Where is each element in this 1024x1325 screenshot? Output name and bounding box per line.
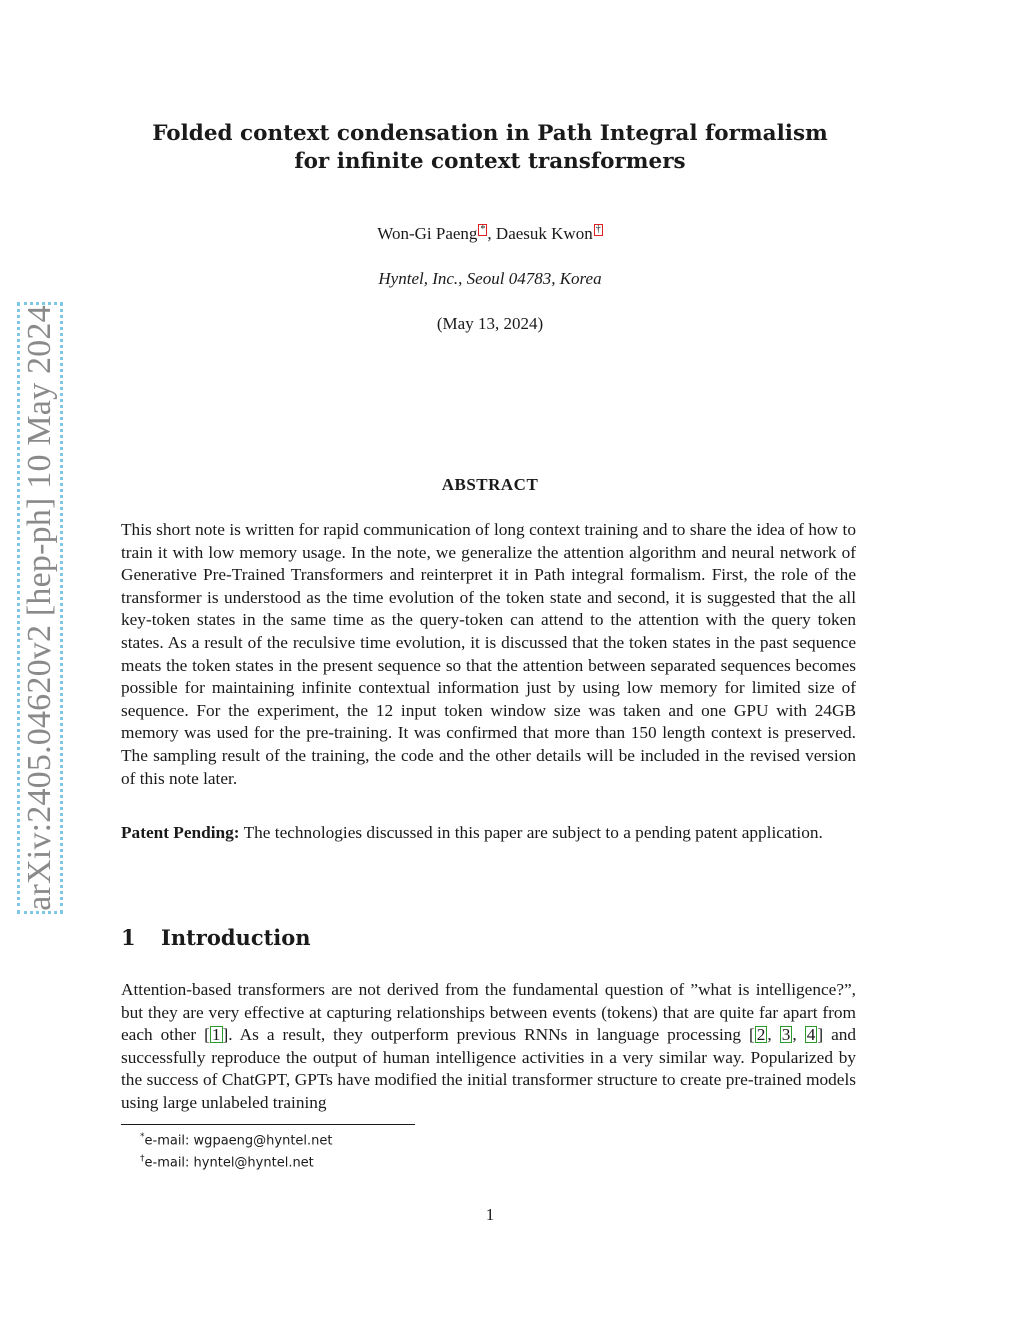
footnote-link[interactable]: † — [595, 224, 601, 235]
citation-link[interactable]: 2 — [756, 1025, 766, 1045]
affiliation: Hyntel, Inc., Seoul 04783, Korea — [378, 269, 602, 288]
citation-separator: , — [767, 1025, 780, 1045]
authors — [120, 224, 860, 244]
intro-text: Attention-based transformers are not derived from the fundamental question of ”what is intelligence?”, but they are very effective at capturing relationships between events (tokens) that are quite far apart from each other [ — [121, 980, 856, 1045]
section-number: 1 — [121, 925, 136, 950]
footnote-item — [140, 1128, 333, 1150]
arxiv-stamp[interactable] — [17, 302, 63, 914]
arxiv-id: arXiv:2405.04620v2 [hep-ph] 10 May 2024 — [21, 305, 58, 911]
title-line-2: for infinite context transformers — [294, 149, 686, 174]
footnote-item — [140, 1150, 333, 1172]
paper-date: (May 13, 2024) — [436, 314, 544, 333]
citation-link[interactable]: 1 — [211, 1025, 221, 1045]
footnote-text: e-mail: wgpaeng@hyntel.net — [144, 1133, 333, 1149]
patent-notice — [121, 822, 856, 845]
intro-text: ] and successfully reproduce the output of human intelligence activities in a very similar way. Popularized by the success of ChatGPT, GPTs have modified the initial transformer structure to create pre-trained models using large unlabeled training — [121, 1025, 857, 1112]
footnote-divider — [121, 1124, 415, 1125]
page-number: 1 — [485, 1205, 495, 1224]
author-name: Daesuk Kwon — [495, 224, 593, 243]
author-separator: , — [487, 224, 496, 243]
citation-separator: , — [792, 1025, 805, 1045]
paper-title — [120, 120, 860, 176]
footnote-link[interactable]: * — [480, 224, 486, 235]
abstract-body: This short note is written for rapid communication of long context training and to share the idea of how to train it with low memory usage. In the note, we generalize the attention algorithm and neural network of Generative Pre-Trained Transformers and reinterpret it in Path integral formalism. First, the role of the transformer is understood as the time evolution of the token state and second, it is suggested that the all key-token states in the same time as the query-token can attend to the attention with the query token states. As a result of the reculsive time evolution, it is discussed that the token states in the past sequence meats the token states in the present sequence so that the attention between separated sequences becomes possible for maintaining infinite contextual information just by using low memory for limited size of sequence. For the experiment, the 12 input token window size was taken and one GPU with 24GB memory was used for the pre-training. It was confirmed that more than 150 length context is preserved. The sampling result of the training, the code and the other details will be included in the revised version of this note later. — [121, 520, 856, 788]
citation-link[interactable]: 4 — [806, 1025, 816, 1045]
section-title: Introduction — [161, 925, 311, 950]
footnote-text: e-mail: hyntel@hyntel.net — [144, 1155, 314, 1171]
citation-link[interactable]: 3 — [781, 1025, 791, 1045]
patent-label: Patent Pending: — [121, 823, 240, 842]
intro-text: ]. As a result, they outperform previous RNNs in language processing [ — [222, 1025, 755, 1045]
footnote-mark: * — [140, 1132, 145, 1142]
abstract-heading: ABSTRACT — [441, 475, 539, 494]
title-line-1: Folded context condensation in Path Integral formalism — [152, 121, 828, 146]
intro-paragraph — [121, 979, 856, 1115]
patent-text: The technologies discussed in this paper are subject to a pending patent application. — [239, 823, 823, 842]
author-name: Won-Gi Paeng — [377, 224, 478, 243]
section-heading — [121, 925, 311, 950]
footnote-mark: † — [140, 1154, 145, 1165]
footnotes — [140, 1128, 333, 1173]
